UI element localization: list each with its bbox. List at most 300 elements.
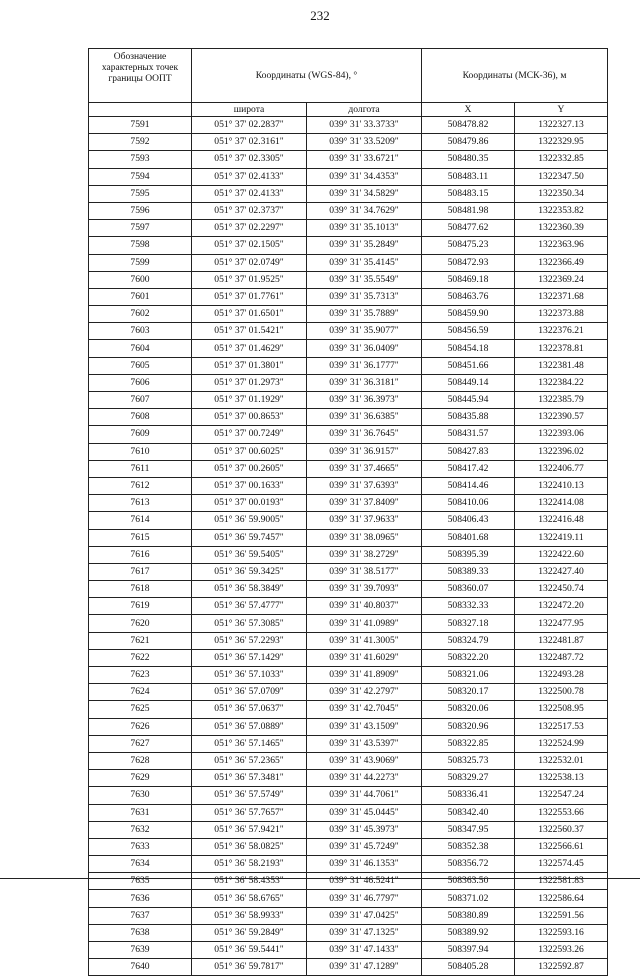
- latitude-cell: 051° 36' 59.7817": [192, 959, 307, 976]
- longitude-cell: 039° 31' 45.7249": [307, 838, 422, 855]
- table-row: [89, 374, 608, 391]
- x-cell: 508481.98: [422, 202, 515, 219]
- x-cell: 508469.18: [422, 271, 515, 288]
- latitude-cell: 051° 36' 59.7457": [192, 529, 307, 546]
- latitude-cell: 051° 36' 57.0889": [192, 718, 307, 735]
- table-row: [89, 856, 608, 873]
- point-id: 7604: [89, 340, 192, 357]
- y-cell: 1322373.88: [515, 306, 608, 323]
- x-cell: 508332.33: [422, 598, 515, 615]
- latitude-cell: 051° 37' 02.2837": [192, 117, 307, 134]
- point-id: 7619: [89, 598, 192, 615]
- x-cell: 508463.76: [422, 288, 515, 305]
- point-id: 7611: [89, 460, 192, 477]
- point-id: 7594: [89, 168, 192, 185]
- longitude-cell: 039° 31' 36.3181": [307, 374, 422, 391]
- latitude-cell: 051° 36' 57.3481": [192, 770, 307, 787]
- longitude-cell: 039° 31' 39.7093": [307, 581, 422, 598]
- point-id: 7608: [89, 409, 192, 426]
- table-row: [89, 890, 608, 907]
- x-cell: 508336.41: [422, 787, 515, 804]
- table-row: [89, 701, 608, 718]
- table-row: [89, 942, 608, 959]
- x-cell: 508321.06: [422, 667, 515, 684]
- x-cell: 508320.96: [422, 718, 515, 735]
- y-cell: 1322553.66: [515, 804, 608, 821]
- y-cell: 1322353.82: [515, 202, 608, 219]
- y-cell: 1322384.22: [515, 374, 608, 391]
- x-cell: 508406.43: [422, 512, 515, 529]
- longitude-cell: 039° 31' 38.0965": [307, 529, 422, 546]
- longitude-cell: 039° 31' 33.6721": [307, 151, 422, 168]
- longitude-cell: 039° 31' 45.0445": [307, 804, 422, 821]
- latitude-cell: 051° 37' 00.2605": [192, 460, 307, 477]
- table-row: [89, 804, 608, 821]
- x-cell: 508472.93: [422, 254, 515, 271]
- latitude-cell: 051° 36' 57.5749": [192, 787, 307, 804]
- y-cell: 1322538.13: [515, 770, 608, 787]
- table-row: [89, 340, 608, 357]
- table-row: [89, 254, 608, 271]
- longitude-cell: 039° 31' 35.2849": [307, 237, 422, 254]
- longitude-cell: 039° 31' 42.7045": [307, 701, 422, 718]
- point-id: 7609: [89, 426, 192, 443]
- point-id: 7618: [89, 581, 192, 598]
- y-cell: 1322477.95: [515, 615, 608, 632]
- latitude-cell: 051° 36' 58.4353": [192, 873, 307, 890]
- longitude-cell: 039° 31' 37.6393": [307, 477, 422, 494]
- latitude-cell: 051° 37' 00.0193": [192, 495, 307, 512]
- table-row: [89, 392, 608, 409]
- coordinates-table: [88, 48, 608, 976]
- latitude-cell: 051° 37' 00.8653": [192, 409, 307, 426]
- table-row: [89, 684, 608, 701]
- table-row: [89, 220, 608, 237]
- y-cell: 1322416.48: [515, 512, 608, 529]
- latitude-cell: 051° 37' 02.0749": [192, 254, 307, 271]
- header-point-designation: Обозначение характерных точек границы ООПТ: [89, 49, 192, 103]
- table-row: [89, 667, 608, 684]
- longitude-cell: 039° 31' 40.8037": [307, 598, 422, 615]
- point-id: 7632: [89, 821, 192, 838]
- longitude-cell: 039° 31' 41.6029": [307, 649, 422, 666]
- y-cell: 1322347.50: [515, 168, 608, 185]
- table-row: [89, 460, 608, 477]
- latitude-cell: 051° 37' 00.6025": [192, 443, 307, 460]
- x-cell: 508322.20: [422, 649, 515, 666]
- point-id: 7610: [89, 443, 192, 460]
- point-id: 7606: [89, 374, 192, 391]
- table-row: [89, 787, 608, 804]
- latitude-cell: 051° 36' 58.0825": [192, 838, 307, 855]
- table-row: [89, 117, 608, 134]
- y-cell: 1322517.53: [515, 718, 608, 735]
- header-x: X: [422, 103, 515, 117]
- latitude-cell: 051° 37' 00.7249": [192, 426, 307, 443]
- latitude-cell: 051° 37' 01.7761": [192, 288, 307, 305]
- y-cell: 1322532.01: [515, 752, 608, 769]
- point-id: 7591: [89, 117, 192, 134]
- y-cell: 1322371.68: [515, 288, 608, 305]
- x-cell: 508478.82: [422, 117, 515, 134]
- x-cell: 508325.73: [422, 752, 515, 769]
- point-id: 7595: [89, 185, 192, 202]
- point-id: 7599: [89, 254, 192, 271]
- table-row: [89, 426, 608, 443]
- latitude-cell: 051° 37' 01.3801": [192, 357, 307, 374]
- point-id: 7597: [89, 220, 192, 237]
- latitude-cell: 051° 37' 01.9525": [192, 271, 307, 288]
- point-id: 7623: [89, 667, 192, 684]
- longitude-cell: 039° 31' 43.1509": [307, 718, 422, 735]
- point-id: 7638: [89, 924, 192, 941]
- x-cell: 508480.35: [422, 151, 515, 168]
- latitude-cell: 051° 37' 01.2973": [192, 374, 307, 391]
- y-cell: 1322327.13: [515, 117, 608, 134]
- x-cell: 508329.27: [422, 770, 515, 787]
- y-cell: 1322363.96: [515, 237, 608, 254]
- latitude-cell: 051° 36' 58.3849": [192, 581, 307, 598]
- latitude-cell: 051° 36' 57.1033": [192, 667, 307, 684]
- x-cell: 508347.95: [422, 821, 515, 838]
- x-cell: 508459.90: [422, 306, 515, 323]
- point-id: 7627: [89, 735, 192, 752]
- longitude-cell: 039° 31' 43.9069": [307, 752, 422, 769]
- x-cell: 508320.17: [422, 684, 515, 701]
- point-id: 7626: [89, 718, 192, 735]
- x-cell: 508380.89: [422, 907, 515, 924]
- table-row: [89, 185, 608, 202]
- y-cell: 1322396.02: [515, 443, 608, 460]
- longitude-cell: 039° 31' 47.1325": [307, 924, 422, 941]
- point-id: 7624: [89, 684, 192, 701]
- table-row: [89, 907, 608, 924]
- table-row: [89, 151, 608, 168]
- longitude-cell: 039° 31' 35.7313": [307, 288, 422, 305]
- latitude-cell: 051° 36' 58.9933": [192, 907, 307, 924]
- latitude-cell: 051° 36' 59.9005": [192, 512, 307, 529]
- table-row: [89, 632, 608, 649]
- x-cell: 508324.79: [422, 632, 515, 649]
- table-row: [89, 271, 608, 288]
- y-cell: 1322350.34: [515, 185, 608, 202]
- x-cell: 508456.59: [422, 323, 515, 340]
- point-id: 7630: [89, 787, 192, 804]
- table-row: [89, 529, 608, 546]
- y-cell: 1322406.77: [515, 460, 608, 477]
- x-cell: 508320.06: [422, 701, 515, 718]
- x-cell: 508395.39: [422, 546, 515, 563]
- latitude-cell: 051° 36' 57.1465": [192, 735, 307, 752]
- table-row: [89, 202, 608, 219]
- longitude-cell: 039° 31' 37.4665": [307, 460, 422, 477]
- point-id: 7625: [89, 701, 192, 718]
- point-id: 7598: [89, 237, 192, 254]
- longitude-cell: 039° 31' 34.4353": [307, 168, 422, 185]
- y-cell: 1322586.64: [515, 890, 608, 907]
- x-cell: 508483.11: [422, 168, 515, 185]
- table-row: [89, 615, 608, 632]
- point-id: 7615: [89, 529, 192, 546]
- table-row: [89, 924, 608, 941]
- y-cell: 1322385.79: [515, 392, 608, 409]
- x-cell: 508445.94: [422, 392, 515, 409]
- point-id: 7634: [89, 856, 192, 873]
- x-cell: 508475.23: [422, 237, 515, 254]
- longitude-cell: 039° 31' 43.5397": [307, 735, 422, 752]
- point-id: 7639: [89, 942, 192, 959]
- longitude-cell: 039° 31' 35.7889": [307, 306, 422, 323]
- point-id: 7614: [89, 512, 192, 529]
- latitude-cell: 051° 37' 02.4133": [192, 168, 307, 185]
- latitude-cell: 051° 37' 02.3737": [192, 202, 307, 219]
- latitude-cell: 051° 37' 01.4629": [192, 340, 307, 357]
- latitude-cell: 051° 37' 02.1505": [192, 237, 307, 254]
- point-id: 7602: [89, 306, 192, 323]
- point-id: 7631: [89, 804, 192, 821]
- x-cell: 508360.07: [422, 581, 515, 598]
- x-cell: 508479.86: [422, 134, 515, 151]
- longitude-cell: 039° 31' 41.0989": [307, 615, 422, 632]
- longitude-cell: 039° 31' 46.7797": [307, 890, 422, 907]
- table-row: [89, 581, 608, 598]
- y-cell: 1322547.24: [515, 787, 608, 804]
- point-id: 7601: [89, 288, 192, 305]
- x-cell: 508483.15: [422, 185, 515, 202]
- x-cell: 508322.85: [422, 735, 515, 752]
- latitude-cell: 051° 36' 59.3425": [192, 563, 307, 580]
- longitude-cell: 039° 31' 46.1353": [307, 856, 422, 873]
- table-body: [89, 117, 608, 976]
- point-id: 7616: [89, 546, 192, 563]
- x-cell: 508389.92: [422, 924, 515, 941]
- point-id: 7636: [89, 890, 192, 907]
- point-id: 7605: [89, 357, 192, 374]
- longitude-cell: 039° 31' 36.9157": [307, 443, 422, 460]
- latitude-cell: 051° 36' 57.0709": [192, 684, 307, 701]
- latitude-cell: 051° 36' 57.9421": [192, 821, 307, 838]
- point-id: 7622: [89, 649, 192, 666]
- latitude-cell: 051° 36' 59.2849": [192, 924, 307, 941]
- longitude-cell: 039° 31' 36.1777": [307, 357, 422, 374]
- header-longitude: долгота: [307, 103, 422, 117]
- longitude-cell: 039° 31' 35.9077": [307, 323, 422, 340]
- x-cell: 508352.38: [422, 838, 515, 855]
- y-cell: 1322419.11: [515, 529, 608, 546]
- table-row: [89, 409, 608, 426]
- point-id: 7635: [89, 873, 192, 890]
- y-cell: 1322369.24: [515, 271, 608, 288]
- latitude-cell: 051° 36' 58.6765": [192, 890, 307, 907]
- x-cell: 508410.06: [422, 495, 515, 512]
- y-cell: 1322381.48: [515, 357, 608, 374]
- x-cell: 508389.33: [422, 563, 515, 580]
- table-row: [89, 770, 608, 787]
- table-row: [89, 288, 608, 305]
- header-latitude: широта: [192, 103, 307, 117]
- table-row: [89, 477, 608, 494]
- header-msk36: Координаты (МСК-36), м: [422, 49, 608, 103]
- longitude-cell: 039° 31' 36.7645": [307, 426, 422, 443]
- latitude-cell: 051° 36' 57.4777": [192, 598, 307, 615]
- table-row: [89, 752, 608, 769]
- y-cell: 1322360.39: [515, 220, 608, 237]
- x-cell: 508431.57: [422, 426, 515, 443]
- latitude-cell: 051° 36' 57.7657": [192, 804, 307, 821]
- table-row: [89, 873, 608, 890]
- longitude-cell: 039° 31' 37.8409": [307, 495, 422, 512]
- point-id: 7592: [89, 134, 192, 151]
- y-cell: 1322560.37: [515, 821, 608, 838]
- y-cell: 1322378.81: [515, 340, 608, 357]
- longitude-cell: 039° 31' 44.7061": [307, 787, 422, 804]
- point-id: 7603: [89, 323, 192, 340]
- latitude-cell: 051° 36' 58.2193": [192, 856, 307, 873]
- point-id: 7637: [89, 907, 192, 924]
- longitude-cell: 039° 31' 34.7629": [307, 202, 422, 219]
- y-cell: 1322500.78: [515, 684, 608, 701]
- table-row: [89, 306, 608, 323]
- latitude-cell: 051° 37' 01.1929": [192, 392, 307, 409]
- x-cell: 508397.94: [422, 942, 515, 959]
- x-cell: 508454.18: [422, 340, 515, 357]
- table-row: [89, 443, 608, 460]
- latitude-cell: 051° 36' 57.2365": [192, 752, 307, 769]
- latitude-cell: 051° 36' 59.5441": [192, 942, 307, 959]
- latitude-cell: 051° 37' 02.3305": [192, 151, 307, 168]
- x-cell: 508427.83: [422, 443, 515, 460]
- longitude-cell: 039° 31' 45.3973": [307, 821, 422, 838]
- longitude-cell: 039° 31' 38.2729": [307, 546, 422, 563]
- table-row: [89, 735, 608, 752]
- longitude-cell: 039° 31' 42.2797": [307, 684, 422, 701]
- point-id: 7640: [89, 959, 192, 976]
- longitude-cell: 039° 31' 36.6385": [307, 409, 422, 426]
- footer-rule: [0, 878, 640, 879]
- point-id: 7620: [89, 615, 192, 632]
- y-cell: 1322376.21: [515, 323, 608, 340]
- x-cell: 508363.50: [422, 873, 515, 890]
- longitude-cell: 039° 31' 36.3973": [307, 392, 422, 409]
- table-row: [89, 718, 608, 735]
- x-cell: 508327.18: [422, 615, 515, 632]
- longitude-cell: 039° 31' 47.0425": [307, 907, 422, 924]
- table-row: [89, 357, 608, 374]
- y-cell: 1322493.28: [515, 667, 608, 684]
- x-cell: 508405.28: [422, 959, 515, 976]
- x-cell: 508449.14: [422, 374, 515, 391]
- y-cell: 1322393.06: [515, 426, 608, 443]
- table-row: [89, 237, 608, 254]
- table-row: [89, 512, 608, 529]
- longitude-cell: 039° 31' 44.2273": [307, 770, 422, 787]
- y-cell: 1322508.95: [515, 701, 608, 718]
- table-row: [89, 649, 608, 666]
- point-id: 7633: [89, 838, 192, 855]
- point-id: 7629: [89, 770, 192, 787]
- latitude-cell: 051° 36' 57.2293": [192, 632, 307, 649]
- longitude-cell: 039° 31' 35.1013": [307, 220, 422, 237]
- longitude-cell: 039° 31' 34.5829": [307, 185, 422, 202]
- longitude-cell: 039° 31' 41.8909": [307, 667, 422, 684]
- header-wgs84: Координаты (WGS-84), °: [192, 49, 422, 103]
- x-cell: 508356.72: [422, 856, 515, 873]
- y-cell: 1322481.87: [515, 632, 608, 649]
- longitude-cell: 039° 31' 35.4145": [307, 254, 422, 271]
- y-cell: 1322472.20: [515, 598, 608, 615]
- y-cell: 1322593.26: [515, 942, 608, 959]
- x-cell: 508401.68: [422, 529, 515, 546]
- longitude-cell: 039° 31' 33.3733": [307, 117, 422, 134]
- x-cell: 508435.88: [422, 409, 515, 426]
- y-cell: 1322524.99: [515, 735, 608, 752]
- x-cell: 508417.42: [422, 460, 515, 477]
- latitude-cell: 051° 36' 59.5405": [192, 546, 307, 563]
- x-cell: 508342.40: [422, 804, 515, 821]
- y-cell: 1322592.87: [515, 959, 608, 976]
- y-cell: 1322329.95: [515, 134, 608, 151]
- table-row: [89, 598, 608, 615]
- latitude-cell: 051° 37' 01.5421": [192, 323, 307, 340]
- point-id: 7600: [89, 271, 192, 288]
- latitude-cell: 051° 36' 57.3085": [192, 615, 307, 632]
- longitude-cell: 039° 31' 37.9633": [307, 512, 422, 529]
- y-cell: 1322566.61: [515, 838, 608, 855]
- x-cell: 508371.02: [422, 890, 515, 907]
- y-cell: 1322450.74: [515, 581, 608, 598]
- table-row: [89, 546, 608, 563]
- table-row: [89, 821, 608, 838]
- header-y: Y: [515, 103, 608, 117]
- latitude-cell: 051° 37' 02.3161": [192, 134, 307, 151]
- point-id: 7613: [89, 495, 192, 512]
- x-cell: 508414.46: [422, 477, 515, 494]
- longitude-cell: 039° 31' 47.1289": [307, 959, 422, 976]
- point-id: 7593: [89, 151, 192, 168]
- y-cell: 1322390.57: [515, 409, 608, 426]
- table-row: [89, 563, 608, 580]
- longitude-cell: 039° 31' 47.1433": [307, 942, 422, 959]
- longitude-cell: 039° 31' 46.5241": [307, 873, 422, 890]
- latitude-cell: 051° 37' 00.1633": [192, 477, 307, 494]
- point-id: 7628: [89, 752, 192, 769]
- point-id: 7607: [89, 392, 192, 409]
- y-cell: 1322414.08: [515, 495, 608, 512]
- y-cell: 1322581.83: [515, 873, 608, 890]
- latitude-cell: 051° 37' 02.2297": [192, 220, 307, 237]
- y-cell: 1322366.49: [515, 254, 608, 271]
- point-id: 7621: [89, 632, 192, 649]
- point-id: 7612: [89, 477, 192, 494]
- latitude-cell: 051° 37' 01.6501": [192, 306, 307, 323]
- x-cell: 508451.66: [422, 357, 515, 374]
- longitude-cell: 039° 31' 38.5177": [307, 563, 422, 580]
- latitude-cell: 051° 37' 02.4133": [192, 185, 307, 202]
- y-cell: 1322591.56: [515, 907, 608, 924]
- longitude-cell: 039° 31' 33.5209": [307, 134, 422, 151]
- x-cell: 508477.62: [422, 220, 515, 237]
- y-cell: 1322422.60: [515, 546, 608, 563]
- table-row: [89, 838, 608, 855]
- longitude-cell: 039° 31' 41.3005": [307, 632, 422, 649]
- point-id: 7617: [89, 563, 192, 580]
- table-row: [89, 959, 608, 976]
- y-cell: 1322427.40: [515, 563, 608, 580]
- table-row: [89, 168, 608, 185]
- table-row: [89, 495, 608, 512]
- y-cell: 1322487.72: [515, 649, 608, 666]
- longitude-cell: 039° 31' 36.0409": [307, 340, 422, 357]
